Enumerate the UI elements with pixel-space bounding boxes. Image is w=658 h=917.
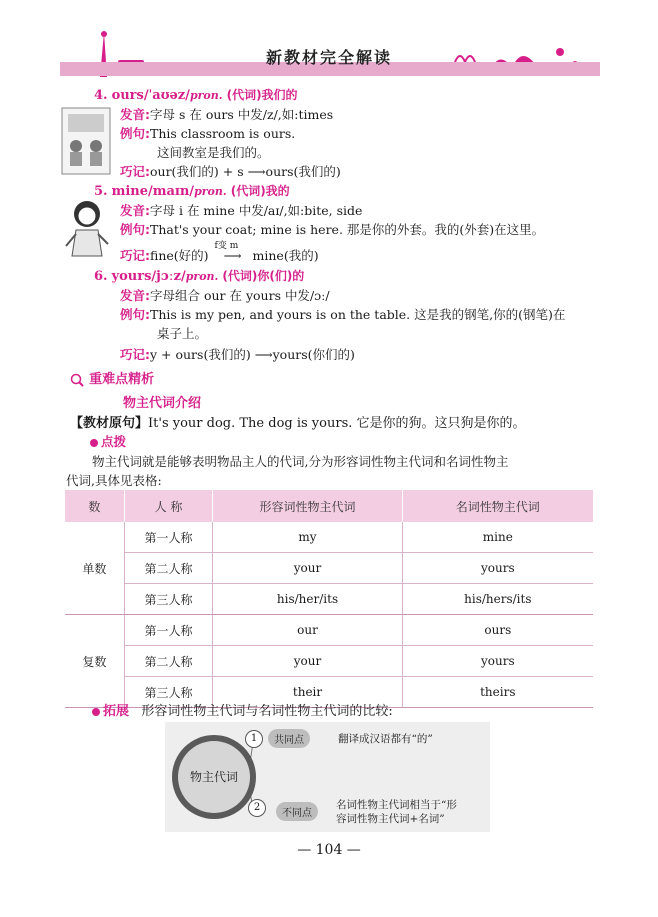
vocab-heading-mine: 5. mine/maɪn/pron. (代词)我的 — [94, 184, 290, 199]
table-row — [65, 646, 593, 677]
possessive-pronoun-table — [65, 490, 593, 708]
table-cell: their — [213, 677, 402, 708]
header-number: 数 — [65, 490, 124, 522]
bullet-icon — [92, 708, 100, 716]
tip-label: 点拨 — [90, 432, 126, 450]
table-cell: yours — [402, 553, 593, 584]
table-row — [65, 615, 593, 646]
difference-badge: 不同点 — [276, 802, 318, 821]
pronunciation-mine: 发音:字母 i 在 mine 中发/aɪ/,如:bite, side — [120, 203, 363, 218]
table-cell: 第一人称 — [124, 615, 213, 646]
classroom-illustration — [60, 106, 112, 176]
header-noun: 名词性物主代词 — [402, 490, 593, 522]
example-yours: 例句:This is my pen, and yours is on the table. 这是我的钢笔,你的(钢笔)在 — [120, 307, 566, 322]
table-row — [65, 522, 593, 553]
table-cell: your — [213, 646, 402, 677]
page-number: — 104 — — [297, 842, 361, 858]
pronunciation-ours: 发音:字母 s 在 ours 中发/z/,如:times — [120, 107, 334, 122]
center-label: 物主代词 — [178, 741, 250, 813]
table-cell: your — [213, 553, 402, 584]
table-cell: ours — [402, 615, 593, 646]
table-cell: mine — [402, 522, 593, 553]
extension-line: 拓展 形容词性物主代词与名词性物主代词的比较: — [92, 700, 393, 719]
arrow-note: f变 m — [214, 241, 239, 251]
memory-tip-mine: 巧记:fine(好的) f变 m ⟶ mine(我的) — [120, 246, 319, 264]
difference-text — [336, 798, 457, 826]
table-cell: 第二人称 — [124, 553, 213, 584]
table-cell: theirs — [402, 677, 593, 708]
tip-text-line1: 物主代词就是能够表明物品主人的代词,分为形容词性物主代词和名词性物主 — [92, 454, 509, 469]
table-cell: his/hers/its — [402, 584, 593, 615]
difference-text-line: 名词性物主代词相当于“形 — [336, 799, 457, 811]
girl-illustration — [62, 196, 112, 262]
group-plural: 复数 — [65, 615, 124, 708]
vocab-heading-yours: 6. yours/jɔːz/pron. (代词)你(们)的 — [94, 269, 305, 284]
arrow-icon: ⟶ — [254, 347, 273, 362]
common-point-text: 翻译成汉语都有“的” — [338, 733, 433, 745]
table-cell: 第三人称 — [124, 584, 213, 615]
common-point-badge: 共同点 — [268, 729, 310, 748]
section-subtitle: 物主代词介绍 — [123, 396, 202, 411]
table-cell: yours — [402, 646, 593, 677]
table-cell: 第一人称 — [124, 522, 213, 553]
bullet-icon — [90, 439, 98, 447]
vocab-heading-ours: 4. ours/ˈaʊəz/pron. (代词)我们的 — [94, 88, 298, 103]
table-row — [65, 584, 593, 615]
example-mine: 例句:That's your coat; mine is here. 那是你的外套。我的(外套)在这里。 — [120, 222, 545, 237]
tip-text-line2: 代词,具体见表格: — [66, 473, 162, 488]
example-ours-translation: 这间教室是我们的。 — [157, 145, 270, 160]
example-yours-continued: 桌子上。 — [157, 326, 208, 341]
table-cell: 第二人称 — [124, 646, 213, 677]
point-number-2: 2 — [248, 799, 266, 817]
example-ours: 例句:This classroom is ours. — [120, 126, 296, 141]
table-cell: 第三人称 — [124, 677, 213, 708]
memory-tip-yours: 巧记:y + ours(我们的) ⟶yours(你们的) — [120, 347, 355, 362]
difference-text-line: 容词性物主代词+名词” — [336, 813, 445, 825]
table-header-row — [65, 490, 593, 522]
table-cell: my — [213, 522, 402, 553]
header-adjective: 形容词性物主代词 — [213, 490, 402, 522]
textbook-sentence: 【教材原句】It's your dog. The dog is yours. 它是你的狗。这只狗是你的。 — [70, 416, 526, 431]
magnifier-icon — [70, 372, 84, 386]
table-cell: his/her/its — [213, 584, 402, 615]
point-number-1: 1 — [245, 730, 263, 748]
group-singular: 单数 — [65, 522, 124, 615]
table-row — [65, 553, 593, 584]
page-header-title: 新教材完全解读 — [265, 48, 392, 67]
section-heading: 重难点精析 — [70, 368, 154, 387]
pronunciation-yours: 发音:字母组合 our 在 yours 中发/ɔː/ — [120, 288, 330, 303]
memory-tip-ours: 巧记:our(我们的) + s ⟶ours(我们的) — [120, 164, 341, 179]
header-person: 人 称 — [124, 490, 213, 522]
table-cell: our — [213, 615, 402, 646]
arrow-icon: ⟶ — [247, 164, 266, 179]
arrow-icon: ⟶ — [223, 248, 242, 263]
